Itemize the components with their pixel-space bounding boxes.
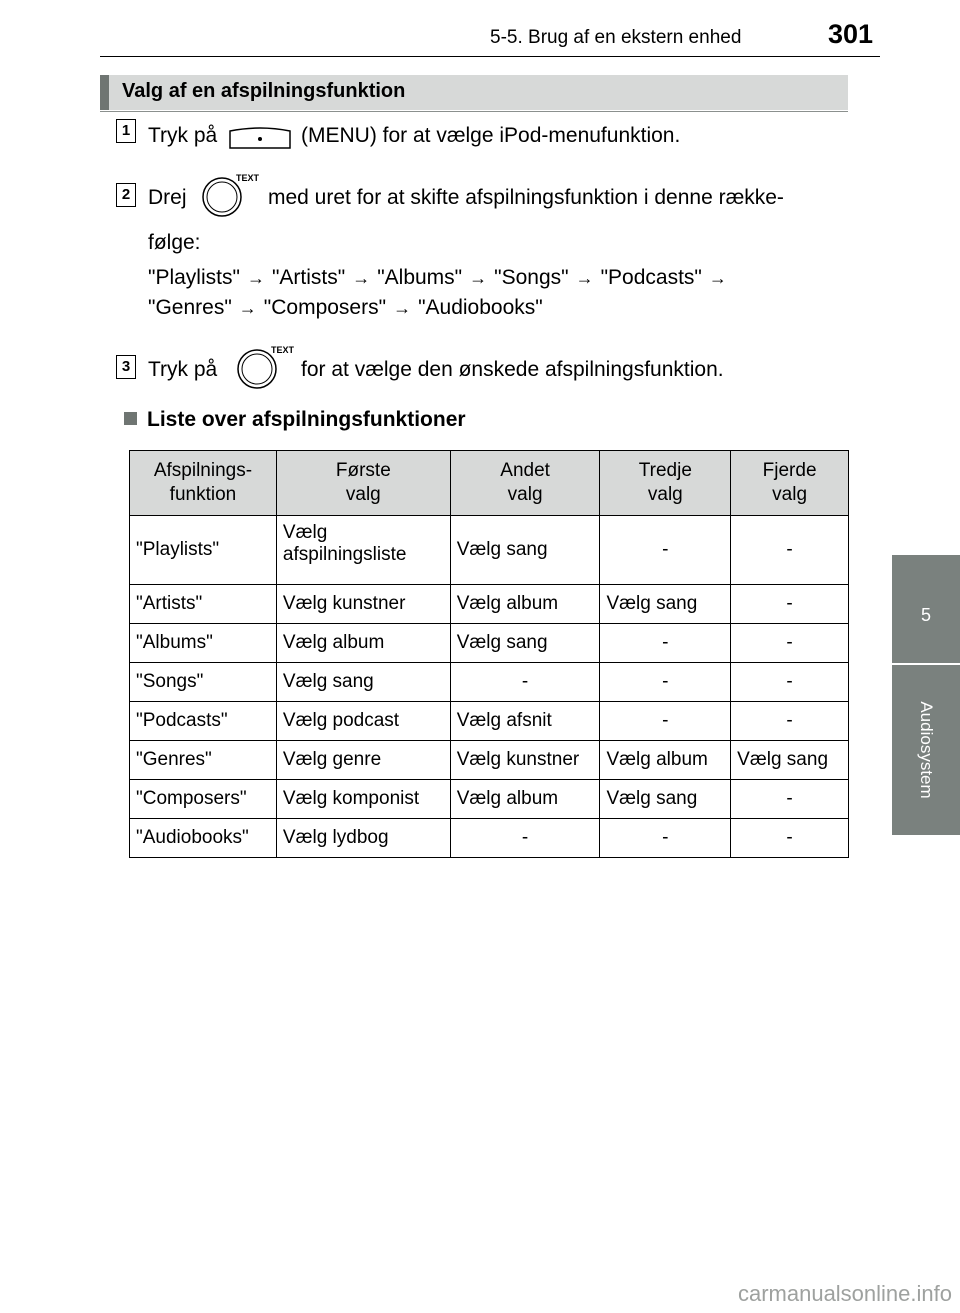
- watermark: carmanualsonline.info: [737, 1281, 952, 1306]
- table-cell: "Genres": [130, 741, 277, 780]
- seq-item: "Playlists": [148, 266, 240, 289]
- table-cell: "Podcasts": [130, 702, 277, 741]
- seq-item: "Audiobooks": [418, 296, 543, 319]
- table-cell: -: [731, 663, 849, 702]
- text-knob-icon: [198, 170, 260, 220]
- table-cell: "Albums": [130, 624, 277, 663]
- arrow-right-icon: →: [469, 268, 488, 288]
- table-cell: -: [600, 516, 731, 585]
- seq-item: "Composers": [263, 296, 387, 319]
- section-title-box: [100, 75, 848, 110]
- table-cell: Vælg album: [450, 780, 600, 819]
- step-number-3: 3: [116, 355, 136, 379]
- table-cell: Vælg sang: [731, 741, 849, 780]
- table-cell: Vælg komponist: [276, 780, 450, 819]
- table-header-cell: Andet valg: [450, 451, 600, 516]
- table-cell: "Songs": [130, 663, 277, 702]
- table-cell: -: [731, 624, 849, 663]
- seq-item: "Albums": [377, 266, 463, 289]
- table-cell: Vælg podcast: [276, 702, 450, 741]
- seq-item: "Genres": [148, 296, 232, 319]
- arrow-right-icon: →: [246, 268, 265, 288]
- table-cell: Vælg lydbog: [276, 819, 450, 858]
- arrow-right-icon: →: [352, 268, 371, 288]
- table-cell: "Audiobooks": [130, 819, 277, 858]
- step-number-2: 2: [116, 183, 136, 207]
- table-row: [130, 663, 849, 702]
- table-cell: -: [450, 663, 600, 702]
- header-rule: [100, 56, 880, 57]
- table-cell: Vælg sang: [600, 780, 731, 819]
- table-header-cell: Fjerde valg: [731, 451, 849, 516]
- step-1-text-before: Tryk på: [148, 124, 218, 147]
- step-2-text-cont: følge:: [148, 231, 201, 254]
- subheading-text: Liste over afspilningsfunktioner: [147, 408, 466, 431]
- table-header-row: [130, 451, 849, 516]
- table-cell: Vælg sang: [450, 516, 600, 585]
- step-number-1: 1: [116, 119, 136, 143]
- step-3-text-before: Tryk på: [148, 358, 218, 381]
- subheading: [124, 408, 466, 432]
- table-cell: -: [450, 819, 600, 858]
- step-2-text-after: med uret for at skifte afspilningsfunktion i denne række-: [268, 186, 784, 209]
- table-row: [130, 819, 849, 858]
- table-header-cell: Tredje valg: [600, 451, 731, 516]
- knob-label: TEXT: [271, 345, 295, 355]
- table-row: [130, 741, 849, 780]
- bullet-square-icon: [124, 412, 137, 425]
- arrow-right-icon: →: [708, 268, 727, 288]
- page-header-section: 5-5. Brug af en ekstern enhed: [490, 27, 742, 48]
- section-title-bar: [100, 75, 109, 110]
- step-2-text-before: Drej: [148, 186, 187, 209]
- seq-item: "Artists": [271, 266, 346, 289]
- table-cell: -: [731, 585, 849, 624]
- table-row: [130, 624, 849, 663]
- table-cell: Vælg genre: [276, 741, 450, 780]
- table-cell: -: [731, 819, 849, 858]
- chapter-label-tab: [892, 665, 960, 835]
- page-number: 301: [828, 19, 874, 49]
- knob-label: TEXT: [236, 173, 260, 183]
- table-cell: Vælg album: [600, 741, 731, 780]
- step-3-text-after: for at vælge den ønskede afspilningsfunktion.: [301, 358, 724, 381]
- sequence-line-2: [148, 296, 543, 320]
- table-cell: Vælg sang: [276, 663, 450, 702]
- table-cell: -: [731, 780, 849, 819]
- menu-button-icon: [228, 124, 292, 150]
- chapter-tab: [892, 555, 960, 663]
- table-row: [130, 516, 849, 585]
- arrow-right-icon: →: [393, 298, 412, 318]
- table-row: [130, 585, 849, 624]
- section-title: Valg af en afspilningsfunktion: [122, 80, 406, 102]
- table-cell: -: [600, 702, 731, 741]
- table-cell: Vælg album: [276, 624, 450, 663]
- table-cell: Vælg afspilningsliste: [276, 516, 450, 585]
- chapter-number: 5: [920, 605, 931, 625]
- table-row: [130, 780, 849, 819]
- section-underline: [100, 111, 848, 112]
- table-cell: Vælg kunstner: [450, 741, 600, 780]
- table-cell: Vælg afsnit: [450, 702, 600, 741]
- seq-item: "Podcasts": [600, 266, 702, 289]
- table-cell: Vælg sang: [600, 585, 731, 624]
- table-cell: Vælg album: [450, 585, 600, 624]
- text-knob-icon: [233, 342, 295, 392]
- seq-item: "Songs": [494, 266, 569, 289]
- arrow-right-icon: →: [238, 298, 257, 318]
- table-cell: -: [731, 702, 849, 741]
- table-cell: Vælg kunstner: [276, 585, 450, 624]
- playback-modes-table: [129, 450, 849, 858]
- table-cell: "Composers": [130, 780, 277, 819]
- step-1-text-after: (MENU) for at vælge iPod-menufunktion.: [301, 124, 681, 147]
- sequence-line-1: [148, 266, 734, 290]
- table-cell: -: [600, 819, 731, 858]
- table-cell: "Playlists": [130, 516, 277, 585]
- table-row: [130, 702, 849, 741]
- table-header-cell: Første valg: [276, 451, 450, 516]
- arrow-right-icon: →: [575, 268, 594, 288]
- table-cell: Vælg sang: [450, 624, 600, 663]
- chapter-label: Audiosystem: [917, 701, 936, 799]
- table-cell: -: [600, 663, 731, 702]
- table-header-cell: Afspilnings- funktion: [130, 451, 277, 516]
- table-cell: -: [600, 624, 731, 663]
- table-cell: "Artists": [130, 585, 277, 624]
- table-cell: -: [731, 516, 849, 585]
